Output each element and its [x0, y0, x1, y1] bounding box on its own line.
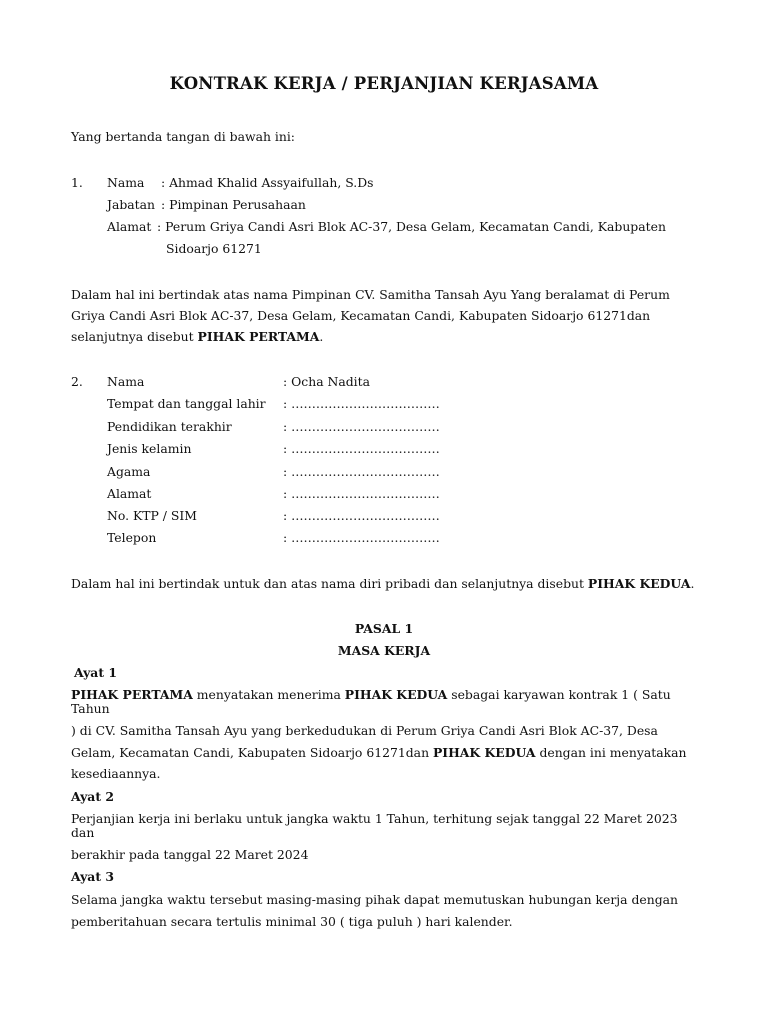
ayat3-line1: Selama jangka waktu tersebut masing-masing pihak dapat memutuskan hubungan kerja dengan	[71, 892, 679, 907]
ayat1-label: Ayat 1	[74, 665, 117, 680]
party2-field-label: Nama	[107, 374, 145, 389]
party1-paragraph-line2: Griya Candi Asri Blok AC-37, Desa Gelam, Kecamatan Candi, Kabupaten Sidoarjo 61271dan	[71, 308, 651, 323]
ayat2-line1: Perjanjian kerja ini berlaku untuk jangka waktu 1 Tahun, terhitung sejak tanggal 22 Maret 2023	[71, 811, 678, 826]
party1-position-value: : Pimpinan Perusahaan	[161, 197, 306, 212]
party1-name-label: Nama	[107, 175, 145, 190]
party2-field-value: : ………………………………	[283, 486, 440, 501]
party2-number: 2.	[71, 374, 83, 389]
party1-address-label: Alamat	[107, 219, 152, 234]
party2-field-label: No. KTP / SIM	[107, 508, 197, 523]
party2-field-value: : ………………………………	[283, 441, 440, 456]
intro-text: Yang bertanda tangan di bawah ini:	[71, 129, 295, 144]
pasal-subheading: MASA KERJA	[337, 643, 431, 658]
ayat1-line3: ) di CV. Samitha Tansah Ayu yang berkedudukan di Perum Griya Candi Asri Blok AC-37, Desa	[71, 723, 658, 738]
party2-field-value: : ………………………………	[283, 508, 440, 523]
party1-number: 1.	[71, 175, 83, 190]
ayat1-line1: PIHAK PERTAMA menyatakan menerima PIHAK KEDUA sebagai karyawan kontrak 1 ( Satu	[71, 687, 671, 702]
party2-field-value: : ………………………………	[283, 464, 440, 479]
party2-field-value: : ………………………………	[283, 396, 440, 411]
party1-address-value: : Perum Griya Candi Asri Blok AC-37, Desa Gelam, Kecamatan Candi, Kabupaten	[157, 219, 666, 234]
party2-field-label: Alamat	[107, 486, 152, 501]
pasal-heading: PASAL 1	[354, 621, 414, 636]
document-title: KONTRAK KERJA / PERJANJIAN KERJASAMA	[169, 74, 599, 93]
party2-field-label: Jenis kelamin	[107, 441, 192, 456]
ayat1-line5: kesediaannya.	[71, 766, 161, 781]
ayat2-line2: dan	[71, 825, 95, 840]
party2-field-value: : Ocha Nadita	[283, 374, 371, 389]
party2-field-label: Tempat dan tanggal lahir	[107, 396, 266, 411]
pihak-pertama-term: PIHAK PERTAMA	[197, 329, 320, 344]
ayat1-line2: Tahun	[71, 701, 110, 716]
party2-field-value: : ………………………………	[283, 530, 440, 545]
party1-address-value-cont: Sidoarjo 61271	[166, 241, 262, 256]
ayat2-label: Ayat 2	[71, 789, 114, 804]
party2-field-label: Telepon	[107, 530, 157, 545]
party2-field-value: : ………………………………	[283, 419, 440, 434]
ayat3-line2: pemberitahuan secara tertulis minimal 30 ( tiga puluh ) hari kalender.	[71, 914, 513, 929]
party2-field-label: Pendidikan terakhir	[107, 419, 232, 434]
ayat1-line4: Gelam, Kecamatan Candi, Kabupaten Sidoarjo 61271dan PIHAK KEDUA dengan ini menyatakan	[71, 745, 687, 760]
party2-field-label: Agama	[107, 464, 151, 479]
pihak-kedua-term: PIHAK KEDUA	[587, 576, 691, 591]
party1-paragraph-line1: Dalam hal ini bertindak atas nama Pimpinan CV. Samitha Tansah Ayu Yang beralamat di Perum	[71, 287, 670, 302]
party1-paragraph-line3: selanjutnya disebut PIHAK PERTAMA.	[71, 329, 324, 344]
party1-name-value: : Ahmad Khalid Assyaifullah, S.Ds	[161, 175, 374, 190]
ayat2-line3: berakhir pada tanggal 22 Maret 2024	[71, 847, 309, 862]
party2-paragraph: Dalam hal ini bertindak untuk dan atas nama diri pribadi dan selanjutnya disebut PIHAK KEDUA.	[71, 576, 695, 591]
party1-position-label: Jabatan	[107, 197, 156, 212]
ayat3-label: Ayat 3	[71, 869, 114, 884]
